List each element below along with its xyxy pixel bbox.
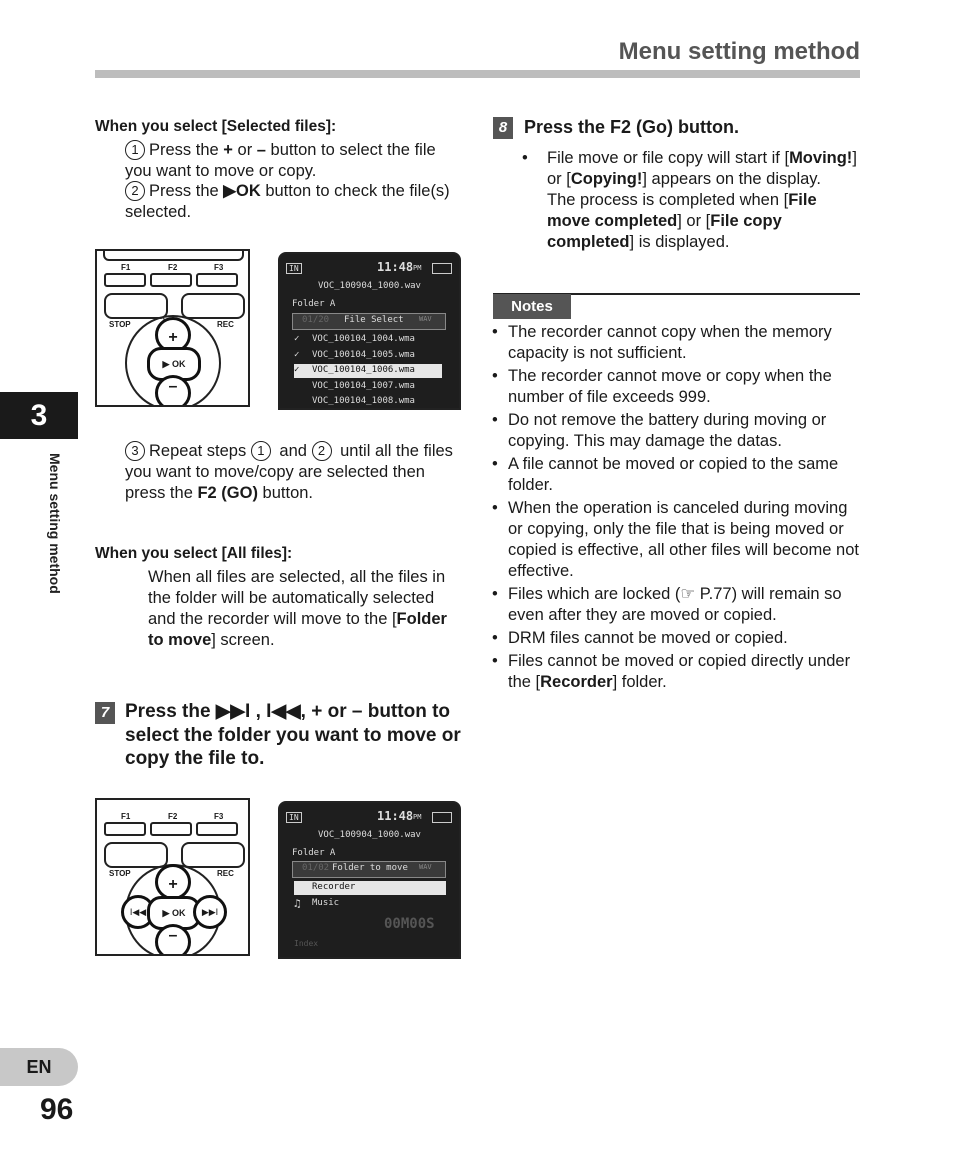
- step-number: 8: [493, 117, 513, 139]
- rec-button: [181, 842, 245, 868]
- instruction-2: [125, 181, 460, 223]
- f2-button: [150, 822, 192, 836]
- fast-forward-button: ▶▶I: [193, 895, 227, 929]
- text: Files cannot be moved or copied directly under the [: [508, 652, 851, 691]
- text: button to check the file(s) selected.: [125, 182, 450, 221]
- bullet: •: [522, 149, 528, 167]
- screen-edge: [103, 249, 244, 261]
- folder-name: Folder A: [292, 299, 336, 309]
- clock: 11:48: [377, 260, 414, 274]
- instruction-3: [125, 441, 460, 504]
- note-item: • DRM files cannot be moved or copied.: [490, 628, 862, 649]
- title-rule: [95, 70, 860, 78]
- circled-number: 3: [125, 441, 145, 461]
- lcd-file-select-screen: [278, 252, 461, 410]
- folder-label: Music: [312, 898, 340, 908]
- text: ] screen.: [211, 631, 275, 649]
- rec-label: REC: [217, 320, 234, 329]
- minus-button: –: [155, 924, 191, 956]
- text: Press the: [149, 182, 224, 200]
- format-wav: WAV: [419, 863, 432, 871]
- circled-number: 1: [125, 140, 145, 160]
- instruction-1: [125, 140, 460, 182]
- all-files-text: [148, 567, 463, 651]
- battery-icon: [432, 263, 452, 274]
- recorder-buttons-illustration: [95, 249, 250, 407]
- rec-label: REC: [217, 869, 234, 878]
- text: ] or [: [677, 212, 711, 230]
- all-files-heading: When you select [All files]:: [95, 545, 293, 562]
- text: ] folder.: [612, 673, 667, 691]
- note-item: • A file cannot be moved or copied to the same folder.: [490, 454, 862, 496]
- popup-title: Folder to move: [332, 863, 408, 873]
- plus-symbol: +: [223, 141, 233, 159]
- step-8-badge: [493, 117, 513, 139]
- f3-label: F3: [214, 812, 224, 821]
- text: until all the files you want to move/copy are selected then press the: [125, 442, 453, 502]
- ok-label: ▶OK: [223, 182, 261, 200]
- plus-button: +: [155, 864, 191, 900]
- clock-pm: PM: [413, 813, 422, 821]
- text: button.: [257, 484, 314, 502]
- copying-label: Copying!: [570, 170, 643, 188]
- chapter-label-vertical: [30, 452, 63, 637]
- text: ] is displayed.: [629, 233, 730, 251]
- folder-row-selected: [294, 881, 446, 895]
- f2-go-label: F2 (GO): [197, 484, 258, 502]
- note-item: [490, 651, 862, 693]
- text: ] appears on the display.: [642, 170, 821, 188]
- chapter-label: Menu setting method: [47, 453, 63, 594]
- selected-files-heading: When you select [Selected files]:: [95, 118, 337, 135]
- stop-label: STOP: [109, 320, 131, 329]
- minus-button: –: [155, 375, 191, 407]
- file-counter: 01/20: [302, 315, 330, 325]
- lcd-folder-to-move-screen: [278, 801, 461, 959]
- stop-label: STOP: [109, 869, 131, 878]
- notes-label: Notes: [493, 294, 571, 319]
- note-item: • The recorder cannot move or copy when the number of file exceeds 999.: [490, 366, 862, 408]
- note-item: • The recorder cannot copy when the memory capacity is not sufficient.: [490, 322, 862, 364]
- current-file: VOC_100904_1000.wav: [318, 830, 421, 840]
- ok-button: ▶ OK: [147, 896, 201, 930]
- check-icon: ✓: [294, 350, 300, 360]
- folder-to-move-label: Folder to move: [148, 610, 447, 649]
- text: Repeat steps: [149, 442, 251, 460]
- recorder-label: Recorder: [540, 673, 613, 691]
- page-title: Menu setting method: [618, 38, 860, 65]
- f1-label: F1: [121, 812, 131, 821]
- folder-label: Recorder: [312, 882, 356, 892]
- moving-label: Moving!: [789, 149, 853, 167]
- current-file: VOC_100904_1000.wav: [318, 281, 421, 291]
- plus-button: +: [155, 317, 191, 353]
- note-item: • When the operation is canceled during moving or copying, only the file that is being moved or copied is effective, all other files will become not effective.: [490, 498, 862, 582]
- file-name: VOC_100104_1006.wma: [312, 365, 415, 375]
- format-wav: WAV: [419, 315, 432, 323]
- step-8-title: Press the F2 (Go) button.: [524, 117, 740, 137]
- page-number: 96: [40, 1093, 74, 1126]
- note-item: • Files which are locked (☞ P.77) will remain so even after they are moved or copied.: [490, 584, 862, 626]
- note-item: • Do not remove the battery during moving or copying. This may damage the datas.: [490, 410, 862, 452]
- f3-label: F3: [214, 263, 224, 272]
- f1-label: F1: [121, 263, 131, 272]
- f2-label: F2: [168, 263, 178, 272]
- folder-counter: 01/02: [302, 863, 330, 873]
- f3-button: [196, 822, 238, 836]
- text: or: [232, 141, 257, 159]
- check-icon: ✓: [294, 334, 300, 344]
- minus-symbol: –: [256, 141, 266, 159]
- recorder-buttons-illustration-2: [95, 798, 250, 956]
- f1-button: [104, 273, 146, 287]
- text: File move or file copy will start if [: [547, 149, 790, 167]
- file-move-completed-label: File move completed: [547, 191, 817, 230]
- clock: 11:48: [377, 809, 414, 823]
- rewind-button: I◀◀: [121, 895, 155, 929]
- f2-button: [150, 273, 192, 287]
- stop-button: [104, 293, 168, 319]
- folder-name: Folder A: [292, 848, 336, 858]
- text: The process is completed when [: [547, 191, 789, 209]
- ok-button: ▶ OK: [147, 347, 201, 381]
- in-indicator: IN: [286, 812, 302, 823]
- step-number: 7: [95, 702, 115, 724]
- file-row-selected: [294, 364, 442, 378]
- popup-title: File Select: [344, 315, 404, 325]
- circled-number: 2: [312, 441, 332, 461]
- circled-number: 2: [125, 181, 145, 201]
- text: Press the: [149, 141, 224, 159]
- step-8-text: [547, 148, 857, 253]
- music-note-icon: ♫: [294, 897, 301, 910]
- text: When all files are selected, all the files in the folder will be automatically selected and the recorder will move to the [: [148, 568, 446, 628]
- battery-icon: [432, 812, 452, 823]
- rec-button: [181, 293, 245, 319]
- text: ] or [: [547, 149, 857, 188]
- notes-list: [490, 322, 862, 695]
- text: and: [274, 442, 312, 460]
- file-copy-completed-label: File copy completed: [547, 212, 782, 251]
- in-indicator: IN: [286, 263, 302, 274]
- f2-label: F2: [168, 812, 178, 821]
- file-name: VOC_100104_1008.wma: [312, 396, 415, 406]
- elapsed-time: 00M00S: [384, 916, 435, 932]
- f1-button: [104, 822, 146, 836]
- language-tab: EN: [0, 1048, 78, 1086]
- index-label: Index: [294, 939, 319, 948]
- step-7-title: Press the ▶▶I , I◀◀, + or – button to select the folder you want to move or copy the file to.: [125, 701, 461, 769]
- file-name: VOC_100104_1007.wma: [312, 381, 415, 391]
- circled-number: 1: [251, 441, 271, 461]
- file-name: VOC_100104_1005.wma: [312, 350, 415, 360]
- check-icon: ✓: [294, 365, 300, 375]
- chapter-tab: 3: [0, 392, 78, 439]
- stop-button: [104, 842, 168, 868]
- clock-pm: PM: [413, 264, 422, 272]
- text: button to select the file you want to move or copy.: [125, 141, 436, 180]
- f3-button: [196, 273, 238, 287]
- step-7-badge: [95, 702, 115, 724]
- file-name: VOC_100104_1004.wma: [312, 334, 415, 344]
